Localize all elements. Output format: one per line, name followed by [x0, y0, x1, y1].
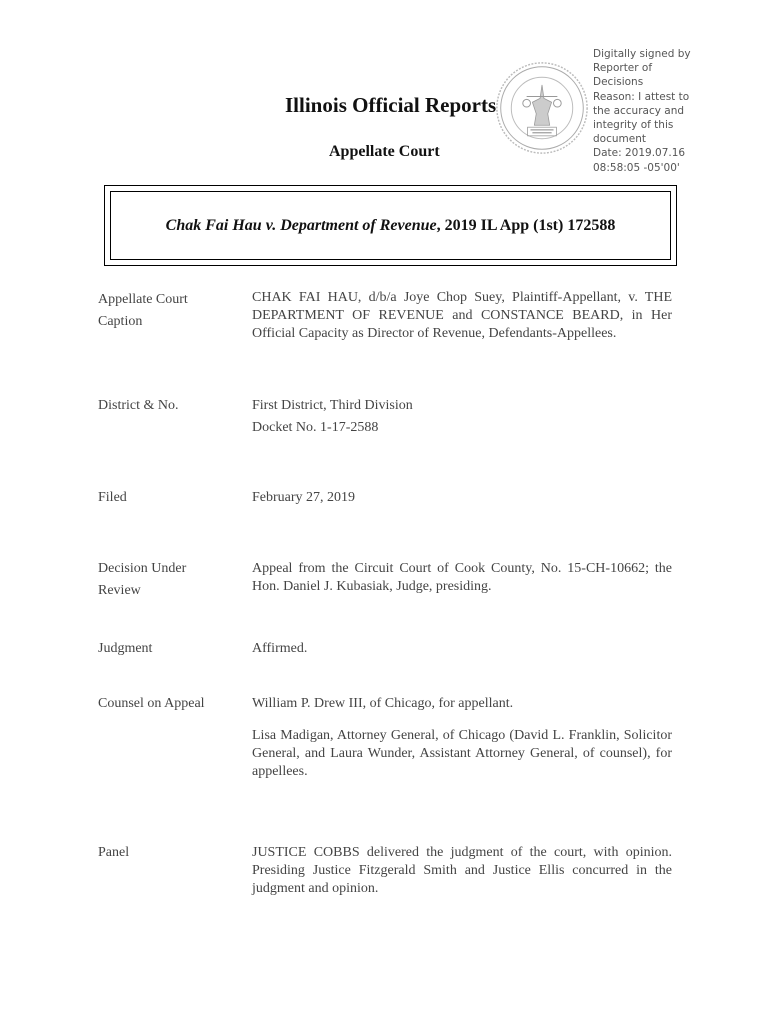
field-text: Docket No. 1-17-2588: [252, 420, 379, 435]
field-label: District & No.: [98, 398, 179, 413]
field-label: Appellate Court Caption: [98, 292, 188, 329]
field-label: Decision Under Review: [98, 561, 187, 598]
signature-line: Date: 2019.07.16: [593, 147, 686, 160]
signature-line: 08:58:05 -05'00': [593, 161, 680, 174]
field-value: [252, 638, 672, 660]
report-title: Illinois Official Reports: [285, 93, 497, 117]
field-value: [252, 289, 672, 343]
case-name: Chak Fai Hau v. Department of Revenue: [165, 216, 437, 234]
field-text: First District, Third Division: [252, 398, 413, 413]
digital-signature: [593, 47, 763, 175]
signature-line: document: [593, 133, 646, 146]
case-title: [110, 191, 671, 260]
field-text: JUSTICE COBBS delivered the judgment of the court, with opinion. Presiding Justice Fitzgerald Smith and Justice Ellis concurred in the judgment and opinion.: [252, 845, 672, 896]
field-label: Panel: [98, 845, 130, 860]
field-value: [252, 844, 672, 898]
field-value: [252, 487, 672, 509]
field-value: [252, 560, 672, 596]
field-value: [252, 395, 672, 439]
court-name: Appellate Court: [329, 143, 440, 160]
field-label: Judgment: [98, 641, 153, 656]
signature-line: integrity of this: [593, 119, 674, 132]
field-text: February 27, 2019: [252, 490, 356, 505]
signature-line: Digitally signed by: [593, 48, 691, 60]
field-text: Affirmed.: [252, 641, 308, 656]
court-seal-icon: [494, 60, 590, 156]
signature-line: Decisions: [593, 76, 644, 89]
signature-line: Reporter of: [593, 62, 653, 75]
field-label: Filed: [98, 490, 127, 505]
field-text: Lisa Madigan, Attorney General, of Chicago (David L. Franklin, Solicitor General, and Laura Wunder, Assistant Attorney General, of counsel), for appellees.: [252, 728, 672, 779]
field-value: [252, 695, 672, 781]
signature-line: Reason: I attest to: [593, 90, 690, 103]
signature-line: the accuracy and: [593, 104, 685, 117]
case-title-box: [104, 185, 677, 266]
field-text: CHAK FAI HAU, d/b/a Joye Chop Suey, Plaintiff-Appellant, v. THE DEPARTMENT OF REVENUE and CONSTANCE BEARD, in Her Official Capacity as Director of Revenue, Defendants-Appellees.: [252, 290, 672, 341]
case-citation: , 2019 IL App (1st) 172588: [436, 216, 616, 234]
field-text: William P. Drew III, of Chicago, for appellant.: [252, 696, 514, 711]
field-label: Counsel on Appeal: [98, 696, 205, 711]
field-text: Appeal from the Circuit Court of Cook County, No. 15-CH-10662; the Hon. Daniel J. Kubasiak, Judge, presiding.: [252, 561, 672, 594]
